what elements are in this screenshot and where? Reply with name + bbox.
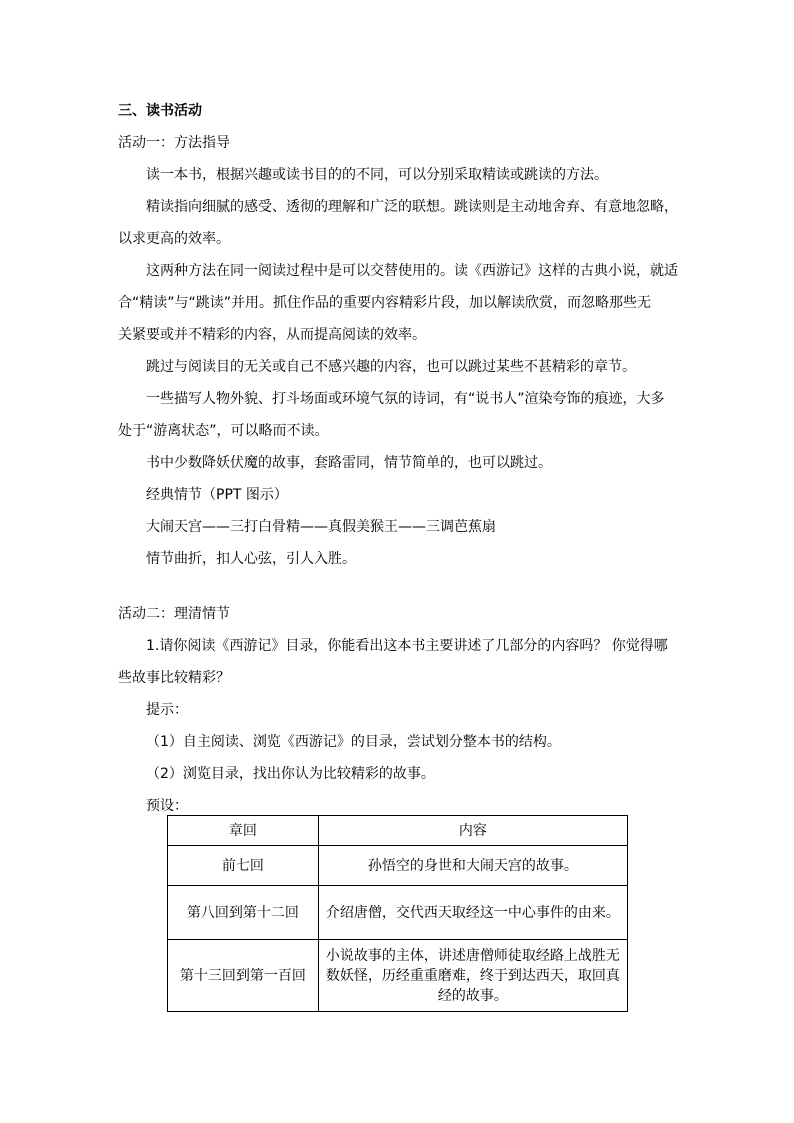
table-header: 章回 (168, 816, 319, 846)
paragraph-continued: 合“精读”与“跳读”并用。抓住作品的重要内容精彩片段，加以解读欣赏，而忽略那些无 (118, 295, 652, 311)
table-row (168, 886, 628, 940)
content-line: 孙悟空的身世和大闹天宫的故事。 (367, 857, 578, 874)
table-cell-content (318, 846, 627, 886)
hint-item: （1）自主阅读、浏览《西游记》的目录，尝试划分整本书的结构。 (146, 734, 561, 750)
paragraph-continued: 以求更高的效率。 (118, 231, 230, 247)
paragraph-continued: 处于“游离状态”，可以略而不读。 (118, 423, 329, 439)
preset-label: 预设： (146, 798, 188, 814)
table-cell-chapter: 第十三回到第一百回 (168, 940, 319, 1012)
question-continued: 些故事比较精彩？ (118, 670, 230, 686)
section-title: 三、读书活动 (118, 103, 202, 119)
paragraph: 情节曲折，扣人心弦，引人入胜。 (146, 551, 356, 567)
table-cell-content (318, 940, 627, 1012)
paragraph: 经典情节（PPT 图示） (146, 487, 288, 503)
paragraph: 这两种方法在同一阅读过程中是可以交替使用的。读《西游记》这样的古典小说，就适 (146, 263, 678, 279)
hint-item: （2）浏览目录，找出你认为比较精彩的故事。 (146, 766, 435, 782)
content-line: 小说故事的主体，讲述唐僧师徒取经路上战胜无 (325, 947, 620, 964)
table-cell-chapter: 前七回 (168, 846, 319, 886)
content-line: 经的故事。 (437, 987, 508, 1004)
table-row (168, 940, 628, 1012)
table-cell-chapter: 第八回到第十二回 (168, 886, 319, 940)
paragraph: 大闹天宫——三打白骨精——真假美猴王——三调芭蕉扇 (146, 519, 496, 535)
table-cell-content (318, 886, 627, 940)
chapter-table (167, 815, 628, 1012)
paragraph: 精读指向细腻的感受、透彻的理解和广泛的联想。跳读则是主动地舍弃、有意地忽略， (146, 199, 678, 215)
paragraph: 一些描写人物外貌、打斗场面或环境气氛的诗词，有“说书人”渲染夸饰的痕迹，大多 (146, 391, 665, 407)
hint-label: 提示： (146, 702, 188, 718)
content-line: 数妖怪，历经重重磨难，终于到达西天，取回真 (325, 967, 620, 984)
content-line: 介绍唐僧，交代西天取经这一中心事件的由来。 (325, 904, 620, 921)
table-header: 内容 (318, 816, 627, 846)
paragraph-continued: 关紧要或并不精彩的内容，从而提高阅读的效率。 (118, 327, 426, 343)
activity2-title: 活动二：理清情节 (118, 606, 230, 622)
paragraph: 跳过与阅读目的无关或自己不感兴趣的内容，也可以跳过某些不甚精彩的章节。 (146, 359, 636, 375)
question: 1.请你阅读《西游记》目录，你能看出这本书主要讲述了几部分的内容吗？ 你觉得哪 (146, 638, 668, 654)
table-header-row (168, 816, 628, 846)
table-row (168, 846, 628, 886)
paragraph: 书中少数降妖伏魔的故事，套路雷同，情节简单的，也可以跳过。 (146, 455, 552, 471)
activity1-title: 活动一：方法指导 (118, 135, 230, 151)
paragraph: 读一本书，根据兴趣或读书目的的不同，可以分别采取精读或跳读的方法。 (146, 167, 608, 183)
